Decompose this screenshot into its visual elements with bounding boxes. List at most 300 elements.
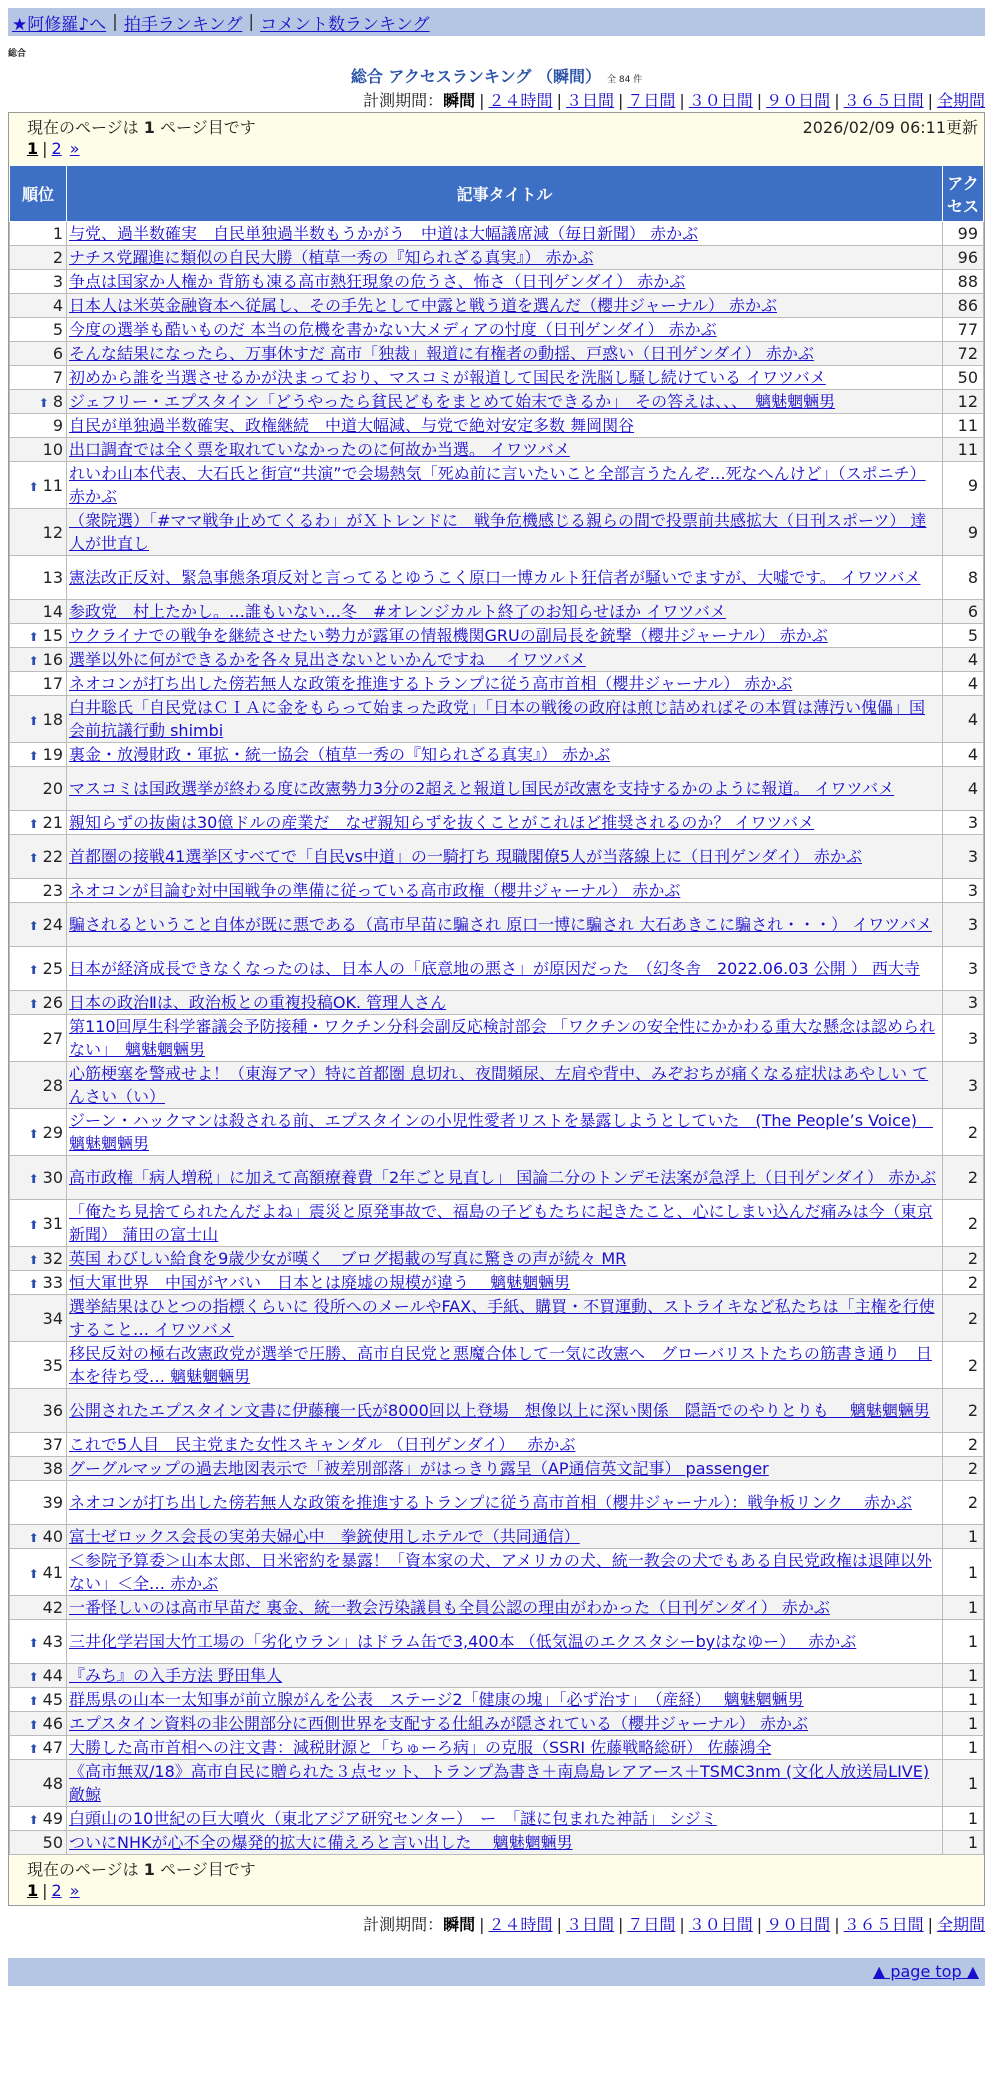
title-cell <box>67 462 943 509</box>
comment-ranking-link[interactable]: コメント数ランキング <box>260 14 430 35</box>
period-option-3[interactable]: ７日間 <box>627 1915 676 1934</box>
access-count: 2 <box>943 1433 984 1457</box>
pager-page-1[interactable]: 1 <box>27 138 39 158</box>
rank-cell <box>10 1062 67 1109</box>
rank-up-arrow-icon: ⬆ <box>28 1813 39 1827</box>
title-cell <box>67 1109 943 1156</box>
title-cell <box>67 1525 943 1549</box>
article-link[interactable]: 白頭山の10世紀の巨大噴火（東北アジア研究センター） ー 「謎に包まれた神話」 シジミ <box>69 1809 717 1828</box>
access-count: 77 <box>943 318 984 342</box>
pager-page-2[interactable]: 2 <box>51 1880 62 1900</box>
title-cell <box>67 1736 943 1760</box>
rank-number: 35 <box>42 1355 63 1375</box>
access-count: 1 <box>943 1549 984 1596</box>
access-count: 3 <box>943 947 984 991</box>
period-option-1[interactable]: ２４時間 <box>488 91 553 110</box>
article-link[interactable]: 一番怪しいのは高市早苗だ 裏金、統一教会汚染議員も全員公認の理由がわかった（日刊ゲンダイ） 赤かぶ <box>69 1598 830 1617</box>
article-link[interactable]: 白井聡氏「自民党はＣＩＡに金をもらって始まった政党」「日本の戦後の政府は煎じ詰めればその本質は薄汚い傀儡」国会前抗議行動 shimbi <box>69 698 926 740</box>
access-count: 11 <box>943 438 984 462</box>
table-row <box>10 903 984 947</box>
article-link[interactable]: これで5人目 民主党また女性スキャンダル （日刊ゲンダイ） 赤かぶ <box>69 1435 576 1454</box>
rank-number: 45 <box>42 1690 63 1709</box>
rank-up-arrow-icon: ⬆ <box>28 817 39 831</box>
table-row <box>10 1712 984 1736</box>
period-list <box>443 1915 985 1934</box>
table-row <box>10 1457 984 1481</box>
period-option-3[interactable]: ７日間 <box>627 91 676 110</box>
article-link[interactable]: 富士ゼロックス会長の実弟夫婦心中 拳銃使用しホテルで（共同通信） <box>69 1527 580 1546</box>
title-cell <box>67 1271 943 1295</box>
article-link[interactable]: 日本の政治Ⅱは、政治板との重複投稿OK. 管理人さん <box>69 993 447 1012</box>
period-separator: | <box>927 91 933 110</box>
access-count: 3 <box>943 879 984 903</box>
table-row <box>10 1433 984 1457</box>
period-option-4[interactable]: ３０日間 <box>688 91 753 110</box>
table-row <box>10 509 984 556</box>
pager-next-arrow[interactable]: » <box>69 138 80 158</box>
rank-number: 28 <box>42 1075 63 1095</box>
rank-cell <box>10 366 67 390</box>
article-link[interactable]: 初めから誰を当選させるかが決まっており、マスコミが報道して国民を洗脳し騒し続けている イワツバメ <box>69 368 826 387</box>
access-count: 12 <box>943 390 984 414</box>
table-row <box>10 991 984 1015</box>
rank-cell <box>10 1596 67 1620</box>
table-row <box>10 1156 984 1200</box>
article-link[interactable]: ネオコンが目論む対中国戦争の準備に従っている高市政権（櫻井ジャーナル） 赤かぶ <box>69 881 681 900</box>
period-option-7[interactable]: 全期間 <box>936 91 985 110</box>
title-cell <box>67 835 943 879</box>
article-link[interactable]: 日本人は米英金融資本へ従属し、その手先として中露と戦う道を選んだ（櫻井ジャーナル） 赤かぶ <box>69 296 777 315</box>
article-link[interactable]: 公開されたエプスタイン文書に伊藤穰一氏が8000回以上登場 想像以上に深い関係 隠語でのやりとりも 魑魅魍魎男 <box>69 1401 930 1420</box>
article-link[interactable]: 騙されるということ自体が既に悪である（高市早苗に騙され 原口一博に騙され 大石あきこに騙され・・・） イワツバメ <box>69 915 932 934</box>
article-link[interactable]: 憲法改正反対、緊急事態条項反対と言ってるとゆうこく原口一博カルト狂信者が騒いでますが、大嘘です。 イワツバメ <box>69 568 921 587</box>
title-cell <box>67 390 943 414</box>
rank-cell <box>10 318 67 342</box>
col-header-access: アクセス <box>943 166 984 222</box>
rank-number: 1 <box>52 224 63 243</box>
rank-number: 46 <box>42 1714 63 1733</box>
title-cell <box>67 1389 943 1433</box>
pager-next-arrow[interactable]: » <box>69 1880 80 1900</box>
article-link[interactable]: ネオコンが打ち出した傍若無人な政策を推進するトランプに従う高市首相（櫻井ジャーナル）：戦争板リンク 赤かぶ <box>69 1493 913 1512</box>
title-cell <box>67 1712 943 1736</box>
period-separator: | <box>617 91 624 110</box>
article-link[interactable]: 出口調査では全く票を取れていなかったのに何故か当選。 イワツバメ <box>69 440 570 459</box>
title-cell <box>67 743 943 767</box>
title-cell <box>67 1457 943 1481</box>
period-option-0: 瞬間 <box>443 1915 476 1934</box>
rank-cell <box>10 222 67 246</box>
period-separator: | <box>927 1915 933 1934</box>
rank-cell <box>10 767 67 811</box>
rank-number: 8 <box>52 392 63 411</box>
rank-cell <box>10 1831 67 1855</box>
access-count: 1 <box>943 1596 984 1620</box>
period-selector-bottom <box>8 1912 985 1934</box>
rank-up-arrow-icon: ⬆ <box>28 919 39 933</box>
rank-cell <box>10 1807 67 1831</box>
ranking-title <box>0 64 993 84</box>
table-row <box>10 1596 984 1620</box>
rank-number: 36 <box>42 1401 63 1420</box>
rank-number: 17 <box>42 674 63 693</box>
title-cell <box>67 1247 943 1271</box>
page-indicator: 現在のページは 1 ページ目です <box>27 117 256 137</box>
access-count: 3 <box>943 835 984 879</box>
period-label: 計測期間： <box>363 1915 444 1934</box>
rank-number: 11 <box>42 475 63 495</box>
access-count: 11 <box>943 414 984 438</box>
title-cell <box>67 991 943 1015</box>
rank-up-arrow-icon: ⬆ <box>28 1566 39 1581</box>
rank-up-arrow-icon: ⬆ <box>28 1172 39 1186</box>
article-link[interactable]: エプスタイン資料の非公開部分に西側世界を支配する仕組みが隠されている（櫻井ジャーナル） 赤かぶ <box>69 1714 809 1733</box>
access-count: 6 <box>943 600 984 624</box>
rank-cell <box>10 1271 67 1295</box>
title-cell <box>67 879 943 903</box>
rank-number: 26 <box>42 993 63 1012</box>
title-cell <box>67 1664 943 1688</box>
table-row <box>10 318 984 342</box>
table-row <box>10 414 984 438</box>
access-count: 88 <box>943 270 984 294</box>
table-row <box>10 342 984 366</box>
access-count: 3 <box>943 1015 984 1062</box>
article-link[interactable]: 高市政権「病人増税」に加えて高額療養費「2年ごと見直し」 国論二分のトンデモ法案が急浮上（日刊ゲンダイ） 赤かぶ <box>69 1168 937 1187</box>
article-link[interactable]: 移民反対の極右改憲政党が選挙で圧勝、高市自民党と悪魔合体して一気に改憲へ グローバリストたちの筋書き通り 日本を待ち受… 魑魅魍魎男 <box>69 1344 932 1386</box>
table-row <box>10 879 984 903</box>
article-link[interactable]: ネオコンが打ち出した傍若無人な政策を推進するトランプに従う高市首相（櫻井ジャーナル） 赤かぶ <box>69 674 793 693</box>
rank-number: 3 <box>52 272 63 291</box>
rank-cell <box>10 1736 67 1760</box>
rank-number: 33 <box>42 1273 63 1292</box>
article-link[interactable]: 『みち』の入手方法 野田隼人 <box>69 1666 283 1685</box>
rank-up-arrow-icon: ⬆ <box>28 997 39 1011</box>
title-cell <box>67 1433 943 1457</box>
table-row <box>10 811 984 835</box>
article-link[interactable]: 「俺たち見捨てられたんだよね」震災と原発事故で、福島の子どもたちに起きたこと、心にしまい込んだ痛みは今（東京新聞） 蒲田の富士山 <box>69 1202 933 1244</box>
nav-separator: | <box>248 12 255 32</box>
article-link[interactable]: グーグルマップの過去地図表示で「被差別部落」がはっきり露呈（AP通信英文記事） passenger <box>69 1459 769 1478</box>
article-link[interactable]: 選挙結果はひとつの指標くらいに 役所へのメールやFAX、手紙、購買・不買運動、ストライキなど私たちは「主権を行使すること… イワツバメ <box>69 1297 935 1339</box>
rank-cell <box>10 1481 67 1525</box>
period-separator: | <box>679 91 685 110</box>
article-link[interactable]: 三井化学岩国大竹工場の「劣化ウラン」はドラム缶で3,400本 （低気温のエクスタシーbyはなゆー） 赤かぶ <box>69 1632 857 1651</box>
updated-timestamp: 2026/02/09 06:11更新 <box>802 117 978 137</box>
article-link[interactable]: れいわ山本代表、大石氏と街宣“共演”で会場熱気「死ぬ前に言いたいこと全部言うたんぞ…死なへんけど」（スポニチ） 赤かぶ <box>69 464 926 506</box>
bottom-bar <box>8 1958 985 1986</box>
table-row <box>10 462 984 509</box>
rank-cell <box>10 624 67 648</box>
rank-number: 12 <box>42 522 63 542</box>
article-link[interactable]: 裏金・放漫財政・軍拡・統一協会（植草一秀の『知られざる真実』） 赤かぶ <box>69 745 611 764</box>
rank-up-arrow-icon: ⬆ <box>28 1217 39 1232</box>
rank-cell <box>10 1457 67 1481</box>
table-row <box>10 835 984 879</box>
title-cell <box>67 222 943 246</box>
article-link[interactable]: 英国 わびしい給食を9歳少女が嘆く ブログ掲載の写真に驚きの声が続々 MR <box>69 1249 627 1268</box>
rank-number: 5 <box>52 320 63 339</box>
table-row <box>10 1062 984 1109</box>
access-count: 1 <box>943 1620 984 1664</box>
rank-cell <box>10 1549 67 1596</box>
nav-separator: | <box>112 12 118 32</box>
article-link[interactable]: 大勝した高市首相への注文書：減税財源と「ちゅーろ病」の克服（SSRI 佐藤戦略総研） 佐藤鴻全 <box>69 1738 772 1757</box>
rank-cell <box>10 1712 67 1736</box>
rank-cell <box>10 1760 67 1807</box>
article-link[interactable]: マスコミは国政選挙が終わる度に改憲勢力3分の2超えと報道し国民が改憲を支持するかのように報道。 イワツバメ <box>69 779 895 798</box>
rank-cell <box>10 294 67 318</box>
table-row <box>10 390 984 414</box>
access-count: 5 <box>943 624 984 648</box>
title-cell <box>67 414 943 438</box>
title-cell <box>67 1688 943 1712</box>
rank-number: 2 <box>52 248 63 267</box>
article-link[interactable]: 第110回厚生科学審議会予防接種・ワクチン分科会副反応検討部会 「ワクチンの安全性にかかわる重大な懸念は認められない」 魑魅魍魎男 <box>69 1017 936 1059</box>
period-separator: | <box>756 91 763 110</box>
rank-number: 9 <box>52 416 63 435</box>
rank-number: 24 <box>42 915 63 934</box>
rank-cell <box>10 509 67 556</box>
access-count: 1 <box>943 1760 984 1807</box>
access-count: 1 <box>943 1664 984 1688</box>
rank-number: 27 <box>42 1028 63 1048</box>
title-cell <box>67 1062 943 1109</box>
rank-cell <box>10 1433 67 1457</box>
period-option-6[interactable]: ３６５日間 <box>843 1915 924 1934</box>
rank-number: 20 <box>42 779 63 798</box>
access-count: 3 <box>943 811 984 835</box>
title-cell <box>67 342 943 366</box>
title-cell <box>67 672 943 696</box>
article-link[interactable]: ＜参院予算委＞山本太郎、日米密約を暴露！「資本家の犬、アメリカの犬、統一教会の犬でもある自民党政権は退陣以外ない」＜全… 赤かぶ <box>69 1551 932 1593</box>
access-count: 2 <box>943 1457 984 1481</box>
rank-number: 48 <box>42 1773 63 1793</box>
rank-cell <box>10 1688 67 1712</box>
article-link[interactable]: ウクライナでの戦争を継続させたい勢力が露軍の情報機関GRUの副局長を銃撃（櫻井ジャーナル） 赤かぶ <box>69 626 828 645</box>
article-link[interactable]: 心筋梗塞を警戒せよ！（東海アマ）特に首都圏 息切れ、夜間頻尿、左肩や背中、みぞおちが痛くなる症状はあやしい てんさい（い） <box>69 1064 929 1106</box>
rank-number: 4 <box>52 296 63 315</box>
rank-up-arrow-icon: ⬆ <box>28 479 39 494</box>
ranking-title-text: 総合 アクセスランキング （瞬間） <box>350 67 601 86</box>
article-link[interactable]: 今度の選挙も酷いものだ 本当の危機を書かない大メディアの忖度（日刊ゲンダイ） 赤かぶ <box>69 320 717 339</box>
rank-number: 49 <box>42 1809 63 1828</box>
rank-cell <box>10 414 67 438</box>
access-count: 1 <box>943 1688 984 1712</box>
page-top-link[interactable]: ▲ page top ▲ <box>872 1962 979 1981</box>
table-row <box>10 1736 984 1760</box>
table-row <box>10 1807 984 1831</box>
period-option-5[interactable]: ９０日間 <box>766 91 831 110</box>
period-separator: | <box>756 1915 763 1934</box>
rank-number: 7 <box>52 368 63 387</box>
access-count: 4 <box>943 648 984 672</box>
title-cell <box>67 270 943 294</box>
rank-cell <box>10 1620 67 1664</box>
rank-cell <box>10 1247 67 1271</box>
article-link[interactable]: 親知らずの抜歯は30億ドルの産業だ なぜ親知らずを抜くことがこれほど推奨されるのか？ イワツバメ <box>69 813 815 832</box>
clap-ranking-link[interactable]: 拍手ランキング <box>123 14 243 35</box>
title-cell <box>67 624 943 648</box>
title-cell <box>67 1831 943 1855</box>
title-cell <box>67 696 943 743</box>
title-cell <box>67 509 943 556</box>
article-link[interactable]: 選挙以外に何ができるかを各々見出さないといかんですね イワツバメ <box>69 650 586 669</box>
period-separator: | <box>479 1915 485 1934</box>
access-count: 9 <box>943 462 984 509</box>
rank-up-arrow-icon: ⬆ <box>28 1694 39 1708</box>
access-count: 3 <box>943 991 984 1015</box>
period-option-2[interactable]: ３日間 <box>565 1915 614 1934</box>
pager-page-2[interactable]: 2 <box>51 138 62 158</box>
access-count: 86 <box>943 294 984 318</box>
period-separator: | <box>834 91 840 110</box>
title-cell <box>67 903 943 947</box>
home-link[interactable]: ★阿修羅♪へ <box>12 14 107 35</box>
access-count: 3 <box>943 1062 984 1109</box>
table-row <box>10 1389 984 1433</box>
access-count: 2 <box>943 1109 984 1156</box>
period-separator: | <box>617 1915 624 1934</box>
rank-cell <box>10 1342 67 1389</box>
rank-cell <box>10 903 67 947</box>
table-row <box>10 294 984 318</box>
rank-cell <box>10 246 67 270</box>
access-count: 2 <box>943 1389 984 1433</box>
ranking-table <box>9 165 984 1855</box>
table-row <box>10 1342 984 1389</box>
table-row <box>10 556 984 600</box>
period-option-1[interactable]: ２４時間 <box>488 1915 553 1934</box>
title-cell <box>67 1596 943 1620</box>
rank-number: 38 <box>42 1459 63 1478</box>
ranking-panel <box>8 112 985 1906</box>
rank-number: 21 <box>42 813 63 832</box>
access-count: 2 <box>943 1271 984 1295</box>
access-count: 96 <box>943 246 984 270</box>
rank-up-arrow-icon: ⬆ <box>28 713 39 728</box>
rank-up-arrow-icon: ⬆ <box>38 396 49 410</box>
rank-up-arrow-icon: ⬆ <box>28 1126 39 1141</box>
period-separator: | <box>556 1915 562 1934</box>
access-count: 2 <box>943 1481 984 1525</box>
title-cell <box>67 366 943 390</box>
article-link[interactable]: 参政党 村上たかし。…誰もいない…冬 #オレンジカルト終了のお知らせほか イワツバメ <box>69 602 726 621</box>
pager-page-1[interactable]: 1 <box>27 1880 39 1900</box>
access-count: 4 <box>943 743 984 767</box>
period-option-0: 瞬間 <box>443 91 476 110</box>
rank-cell <box>10 1015 67 1062</box>
rank-number: 29 <box>42 1122 63 1142</box>
article-link[interactable]: ナチス党躍進に類似の自民大勝（植草一秀の『知られざる真実』） 赤かぶ <box>69 248 594 267</box>
pager: 1 | 2 » <box>27 1880 80 1900</box>
article-link[interactable]: ジェフリー・エプスタイン「どうやったら貧民どもをまとめて始末できるか」 その答えは、、、 魑魅魍魎男 <box>69 392 836 411</box>
rank-cell <box>10 991 67 1015</box>
title-cell <box>67 1481 943 1525</box>
page-info-bottom <box>9 1855 984 1905</box>
title-cell <box>67 947 943 991</box>
article-link[interactable]: 首都圏の接戦41選挙区すべてで「自民vs中道」の一騎打ち 現職閣僚5人が当落線上に（日刊ゲンダイ） 赤かぶ <box>69 847 862 866</box>
rank-number: 6 <box>52 344 63 363</box>
table-row <box>10 696 984 743</box>
rank-number: 37 <box>42 1435 63 1454</box>
access-count: 2 <box>943 1156 984 1200</box>
rank-up-arrow-icon: ⬆ <box>28 1253 39 1267</box>
rank-number: 42 <box>42 1598 63 1617</box>
rank-cell <box>10 1295 67 1342</box>
period-option-7[interactable]: 全期間 <box>936 1915 985 1934</box>
period-option-5[interactable]: ９０日間 <box>766 1915 831 1934</box>
title-cell <box>67 811 943 835</box>
rank-cell <box>10 879 67 903</box>
access-count: 1 <box>943 1831 984 1855</box>
article-link[interactable]: 日本が経済成長できなくなったのは、日本人の「底意地の悪さ」が原因だった （幻冬舎 2022.06.03 公開 ） 西大寺 <box>69 959 920 978</box>
rank-number: 43 <box>42 1632 63 1651</box>
period-separator: | <box>556 91 562 110</box>
article-link[interactable]: 与党、過半数確実 自民単独過半数もうかがう 中道は大幅議席減（毎日新聞） 赤かぶ <box>69 224 699 243</box>
rank-cell <box>10 342 67 366</box>
title-cell <box>67 318 943 342</box>
table-row <box>10 1664 984 1688</box>
rank-up-arrow-icon: ⬆ <box>28 1718 39 1732</box>
article-link[interactable]: 群馬県の山本一太知事が前立腺がんを公表 ステージ2「健康の塊」「必ず治す」 （産経） 魑魅魍魎男 <box>69 1690 804 1709</box>
article-link[interactable]: 争点は国家か人権か 背筋も凍る高市熱狂現象の危うさ、怖さ（日刊ゲンダイ） 赤かぶ <box>69 272 686 291</box>
article-link[interactable]: 《高市無双/18》高市自民に贈られた３点セット、トランプ為書き＋南鳥島レアアース＋TSMC3nm (文化人放送局LIVE) 敵鯨 <box>69 1762 930 1804</box>
table-row <box>10 767 984 811</box>
period-option-2[interactable]: ３日間 <box>565 91 614 110</box>
table-row <box>10 1620 984 1664</box>
article-link[interactable]: （衆院選）「#ママ戦争止めてくるわ」がＸトレンドに 戦争危機感じる親らの間で投票前共感拡大（日刊スポーツ） 達人が世直し <box>69 511 927 553</box>
period-separator: | <box>479 91 485 110</box>
rank-number: 39 <box>42 1493 63 1512</box>
period-label: 計測期間： <box>363 91 444 110</box>
title-cell <box>67 246 943 270</box>
rank-cell <box>10 556 67 600</box>
access-count: 4 <box>943 672 984 696</box>
article-link[interactable]: 恒大軍世界 中国がヤバい 日本とは廃墟の規模が違う 魑魅魍魎男 <box>69 1273 571 1292</box>
table-row <box>10 1271 984 1295</box>
table-row <box>10 672 984 696</box>
article-link[interactable]: ジーン・ハックマンは殺される前、エプスタインの小児性愛者リストを暴露しようとしていた (The People’s Voice) 魑魅魍魎男 <box>69 1111 933 1153</box>
access-count: 3 <box>943 903 984 947</box>
col-header-title: 記事タイトル <box>67 166 943 222</box>
title-cell <box>67 438 943 462</box>
period-separator: | <box>679 1915 685 1934</box>
rank-cell <box>10 648 67 672</box>
title-cell <box>67 1760 943 1807</box>
rank-number: 47 <box>42 1738 63 1757</box>
table-row <box>10 270 984 294</box>
access-count: 50 <box>943 366 984 390</box>
table-row <box>10 1760 984 1807</box>
title-cell <box>67 1807 943 1831</box>
rank-cell <box>10 270 67 294</box>
rank-number: 18 <box>42 709 63 729</box>
title-cell <box>67 1295 943 1342</box>
article-link[interactable]: ついにNHKが心不全の爆発的拡大に備えろと言い出した 魑魅魍魎男 <box>69 1833 573 1852</box>
article-link[interactable]: 自民が単独過半数確実、政権継続 中道大幅減、与党で絶対安定多数 舞岡関谷 <box>69 416 635 435</box>
category-label: 総合 <box>8 49 27 59</box>
rank-cell <box>10 1389 67 1433</box>
rank-cell <box>10 1525 67 1549</box>
rank-cell <box>10 743 67 767</box>
period-list <box>443 91 985 110</box>
period-option-6[interactable]: ３６５日間 <box>843 91 924 110</box>
period-option-4[interactable]: ３０日間 <box>688 1915 753 1934</box>
rank-up-arrow-icon: ⬆ <box>28 1636 39 1650</box>
title-cell <box>67 767 943 811</box>
article-link[interactable]: そんな結果になったら、万事休すだ 高市「独裁」報道に有権者の動揺、戸惑い（日刊ゲンダイ） 赤かぶ <box>69 344 814 363</box>
